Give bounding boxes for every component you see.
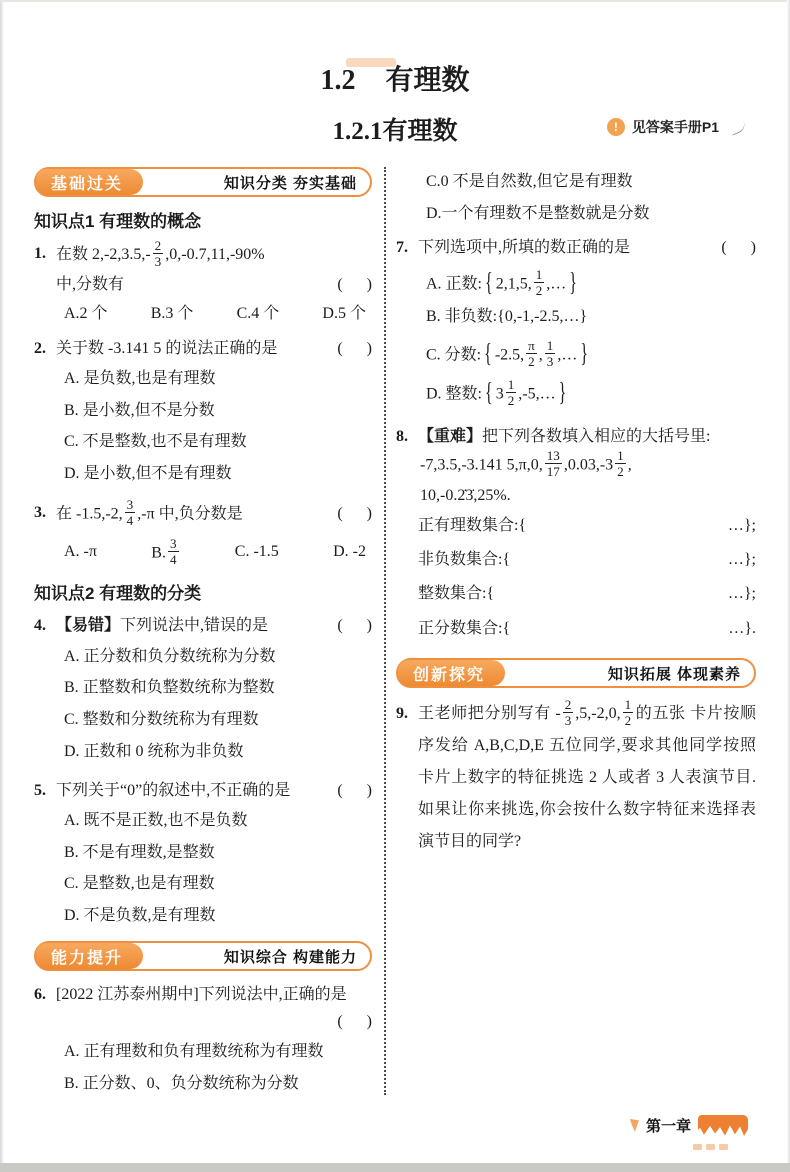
question-1 [34, 240, 372, 328]
section-badge-basic [34, 167, 372, 197]
fill-blank: …}; [727, 551, 756, 569]
fraction-1-2: $\frac{1}{2}$ [535, 266, 543, 298]
section-title [0, 58, 790, 98]
open-brace: { [485, 379, 493, 408]
option-c: C. 是整数,也是有理数 [64, 875, 215, 893]
section-badge-ability-label: 能力提升 [36, 943, 143, 969]
option-c: C.4 个 [236, 305, 280, 323]
option-d: D. 不是负数,是有理数 [64, 907, 216, 925]
torn-paper-mark-icon [630, 1119, 639, 1132]
option-b: B. 正整数和负整数统称为整数 [64, 679, 275, 697]
answer-paren: ( ) [337, 276, 372, 294]
question-4-body [56, 612, 372, 769]
answer-paren: ( ) [337, 505, 372, 523]
section-badge-ability [34, 941, 372, 971]
exclamation-circle-icon: ! [607, 118, 625, 136]
question-6-continued [396, 165, 756, 232]
question-5-body [56, 777, 372, 934]
fraction-1-2: $\frac{1}{2}$ [617, 448, 624, 480]
question-6-body [56, 981, 372, 1102]
question-6 [34, 981, 372, 1102]
question-3-stem: 在 -1.5,-2, $\frac{3}{4}$ ,-π 中,负分数是 ( ) [56, 496, 372, 529]
option-d: D. -2 [333, 543, 366, 561]
fraction-3-4: $\frac{3}{4}$ [169, 536, 177, 568]
scan-edge-top [0, 0, 790, 2]
question-6-number: 6. [34, 986, 46, 1004]
option-b: B. 非负数:{0,-1,-2.5,…} [426, 307, 588, 325]
open-brace: { [484, 339, 492, 368]
question-8 [396, 423, 756, 646]
close-brace: } [569, 268, 577, 297]
question-2 [34, 335, 372, 492]
fill-positive-rational-set: 正有理数集合:{ …}; [418, 509, 756, 543]
question-9-stem-line1: 王老师把分别写有 - $\frac{2}{3}$ ,5,-2,0, $\frac{1}{2}$ 的五张 [418, 697, 686, 729]
fill-positive-fraction-set: 正分数集合:{ …}. [418, 612, 756, 646]
question-4-number: 4. [34, 617, 46, 635]
left-column [34, 165, 372, 1103]
question-9-body [418, 698, 756, 858]
option-b: B. 不是有理数,是整数 [64, 843, 215, 861]
question-4-stem: 【易错】下列说法中,错误的是 ( ) [56, 612, 372, 639]
pen-swash-mark [729, 119, 748, 135]
fraction-1-2: $\frac{1}{2}$ [507, 376, 515, 409]
question-4 [34, 612, 372, 769]
close-brace: } [580, 339, 589, 368]
option-b: B. $\frac{3}{4}$ [151, 536, 177, 568]
fill-nonnegative-set: 非负数集合:{ …}; [418, 543, 756, 577]
option-b: B.3 个 [150, 305, 194, 323]
fill-blank: …}. [728, 619, 756, 637]
question-9-number: 9. [396, 705, 408, 723]
answer-paren: ( ) [337, 781, 372, 799]
question-1-stem: 在数 2,-2,3.5,- $\frac{2}{3}$ ,0,-0.7,11,-90% [56, 238, 265, 270]
open-brace: { [497, 307, 505, 325]
close-brace: } [558, 379, 567, 408]
option-a: A. 既不是正数,也不是负数 [64, 811, 248, 829]
key-difficult-tag: 【重难】 [418, 428, 483, 446]
question-8-stem: 【重难】把下列各数填入相应的大括号里: [418, 428, 711, 446]
option-b: B. 是小数,但不是分数 [64, 401, 215, 419]
question-6-stem: [2022 江苏泰州期中]下列说法中,正确的是 [56, 986, 347, 1004]
section-title-number: 1.2 [320, 65, 356, 96]
answer-reference [607, 117, 746, 137]
question-1-number: 1. [34, 245, 46, 262]
question-7-body [418, 234, 756, 414]
question-2-body [56, 335, 372, 492]
question-2-stem: 关于数 -3.141 5 的说法正确的是 ( ) [56, 335, 372, 362]
question-8-numbers-line2: 10,-0.2̇3̇,25%. [420, 486, 511, 504]
section-badge-basic-tagline: 知识分类 夯实基础 [223, 174, 357, 192]
knowledge-point-2: 知识点2 有理数的分类 [34, 584, 202, 604]
option-d: D.一个有理数不是整数就是分数 [426, 204, 650, 222]
answer-paren: ( ) [337, 339, 372, 357]
option-d: D. 是小数,但不是有理数 [64, 465, 232, 483]
error-prone-tag: 【易错】 [56, 617, 121, 635]
question-1-options [56, 298, 372, 327]
option-d: D. 整数: { 3 $\frac{1}{2}$ ,-5,… } [418, 379, 756, 410]
option-a: A. 正分数和负分数统称为分数 [64, 647, 276, 665]
answer-reference-label: 见答案手册P1 [631, 119, 719, 135]
answer-paren: ( ) [337, 617, 372, 635]
question-7-stem: 下列选项中,所填的数正确的是 ( ) [418, 234, 756, 261]
question-6-paren-line [56, 1008, 372, 1035]
question-8-numbers-line1: -7,3.5,-3.141 5,π,0, $\frac{13}{17}$ ,0.03,-3 $\frac{1}{2}$ , [420, 448, 632, 480]
option-b: B. 正分数、0、负分数统称为分数 [64, 1075, 299, 1093]
option-c: C. 整数和分数统称为有理数 [64, 711, 259, 729]
question-3-number: 3. [34, 503, 46, 521]
option-a: A.2 个 [64, 305, 108, 323]
section-badge-basic-label: 基础过关 [36, 169, 143, 195]
question-8-number: 8. [396, 428, 408, 446]
option-c: C. 分数: { -2.5, $\frac{\pi}{2}$ , $\frac{1}{3}$ ,… } [418, 340, 756, 371]
answer-paren: ( ) [721, 238, 756, 256]
chapter-label: 第一章 [645, 1119, 691, 1135]
page-footer [630, 1115, 748, 1136]
question-3-body [56, 496, 372, 569]
question-2-number: 2. [34, 339, 46, 357]
scan-edge-left [0, 0, 4, 1172]
question-7 [396, 234, 756, 414]
option-a: A. 正数: { 2,1,5, $\frac{1}{2}$ ,… } [418, 269, 756, 300]
fill-integer-set: 整数集合:{ …}; [418, 577, 756, 611]
fraction-3-4: $\frac{3}{4}$ [126, 496, 134, 529]
close-brace: } [579, 307, 588, 325]
question-7-number: 7. [396, 238, 408, 256]
section-badge-explore [396, 658, 756, 688]
question-3-options [56, 536, 372, 569]
scan-edge-bottom [0, 1163, 790, 1172]
question-5-stem: 下列关于“0”的叙述中,不正确的是 ( ) [56, 777, 372, 804]
two-column-layout [34, 165, 756, 1103]
question-5-number: 5. [34, 781, 46, 799]
question-1-body [56, 240, 372, 328]
option-a: A. -π [64, 543, 97, 561]
open-brace: { [485, 268, 493, 297]
section-title-text: 有理数 [385, 65, 470, 96]
section-badge-explore-tagline: 知识拓展 体现素养 [607, 665, 741, 683]
option-d: D.5 个 [322, 305, 366, 323]
section-badge-explore-label: 创新探究 [398, 660, 505, 686]
fraction-13-17: $\frac{13}{17}$ [546, 448, 560, 480]
question-1-stem-line2: 中,分数有 ( ) [56, 271, 372, 298]
section-badge-ability-tagline: 知识综合 构建能力 [223, 948, 357, 966]
option-d: D. 正数和 0 统称为非负数 [64, 742, 244, 760]
option-a: A. 是负数,也是有理数 [64, 369, 216, 387]
fraction-2-3: $\frac{2}{3}$ [564, 697, 572, 729]
question-9-stem-rest: 卡片按顺序发给 A,B,C,D,E 五位同学,要求其他同学按照卡片上数字的特征挑选 2 人或者 3 人表演节目.如果让你来挑选,你会按什么数字特征来选择表演节目的同学? [418, 705, 756, 851]
subsection-title-text: 有理数 [382, 118, 458, 145]
question-3 [34, 496, 372, 569]
fraction-2-3: $\frac{2}{3}$ [154, 238, 162, 270]
question-8-body [418, 423, 756, 646]
fraction-1-2: $\frac{1}{2}$ [624, 697, 632, 729]
column-divider [384, 167, 386, 1095]
option-c: C. -1.5 [234, 543, 279, 561]
fill-blank: …}; [727, 516, 756, 534]
question-9 [396, 698, 756, 858]
right-column [396, 165, 756, 1103]
fraction-1-3: $\frac{1}{3}$ [546, 337, 554, 369]
option-a: A. 正有理数和负有理数统称为有理数 [64, 1043, 324, 1061]
chapter-badge-torn-icon [698, 1115, 748, 1136]
answer-paren: ( ) [337, 1013, 372, 1031]
fill-blank: …}; [727, 585, 756, 603]
subsection-title-number: 1.2.1 [332, 118, 383, 145]
fraction-pi-2: $\frac{\pi}{2}$ [528, 337, 535, 369]
option-c: C.0 不是自然数,但它是有理数 [426, 173, 633, 190]
question-5 [34, 777, 372, 934]
footer-faded-marks [693, 1144, 728, 1150]
option-c: C. 不是整数,也不是有理数 [64, 433, 247, 451]
knowledge-point-1: 知识点1 有理数的概念 [34, 212, 202, 231]
